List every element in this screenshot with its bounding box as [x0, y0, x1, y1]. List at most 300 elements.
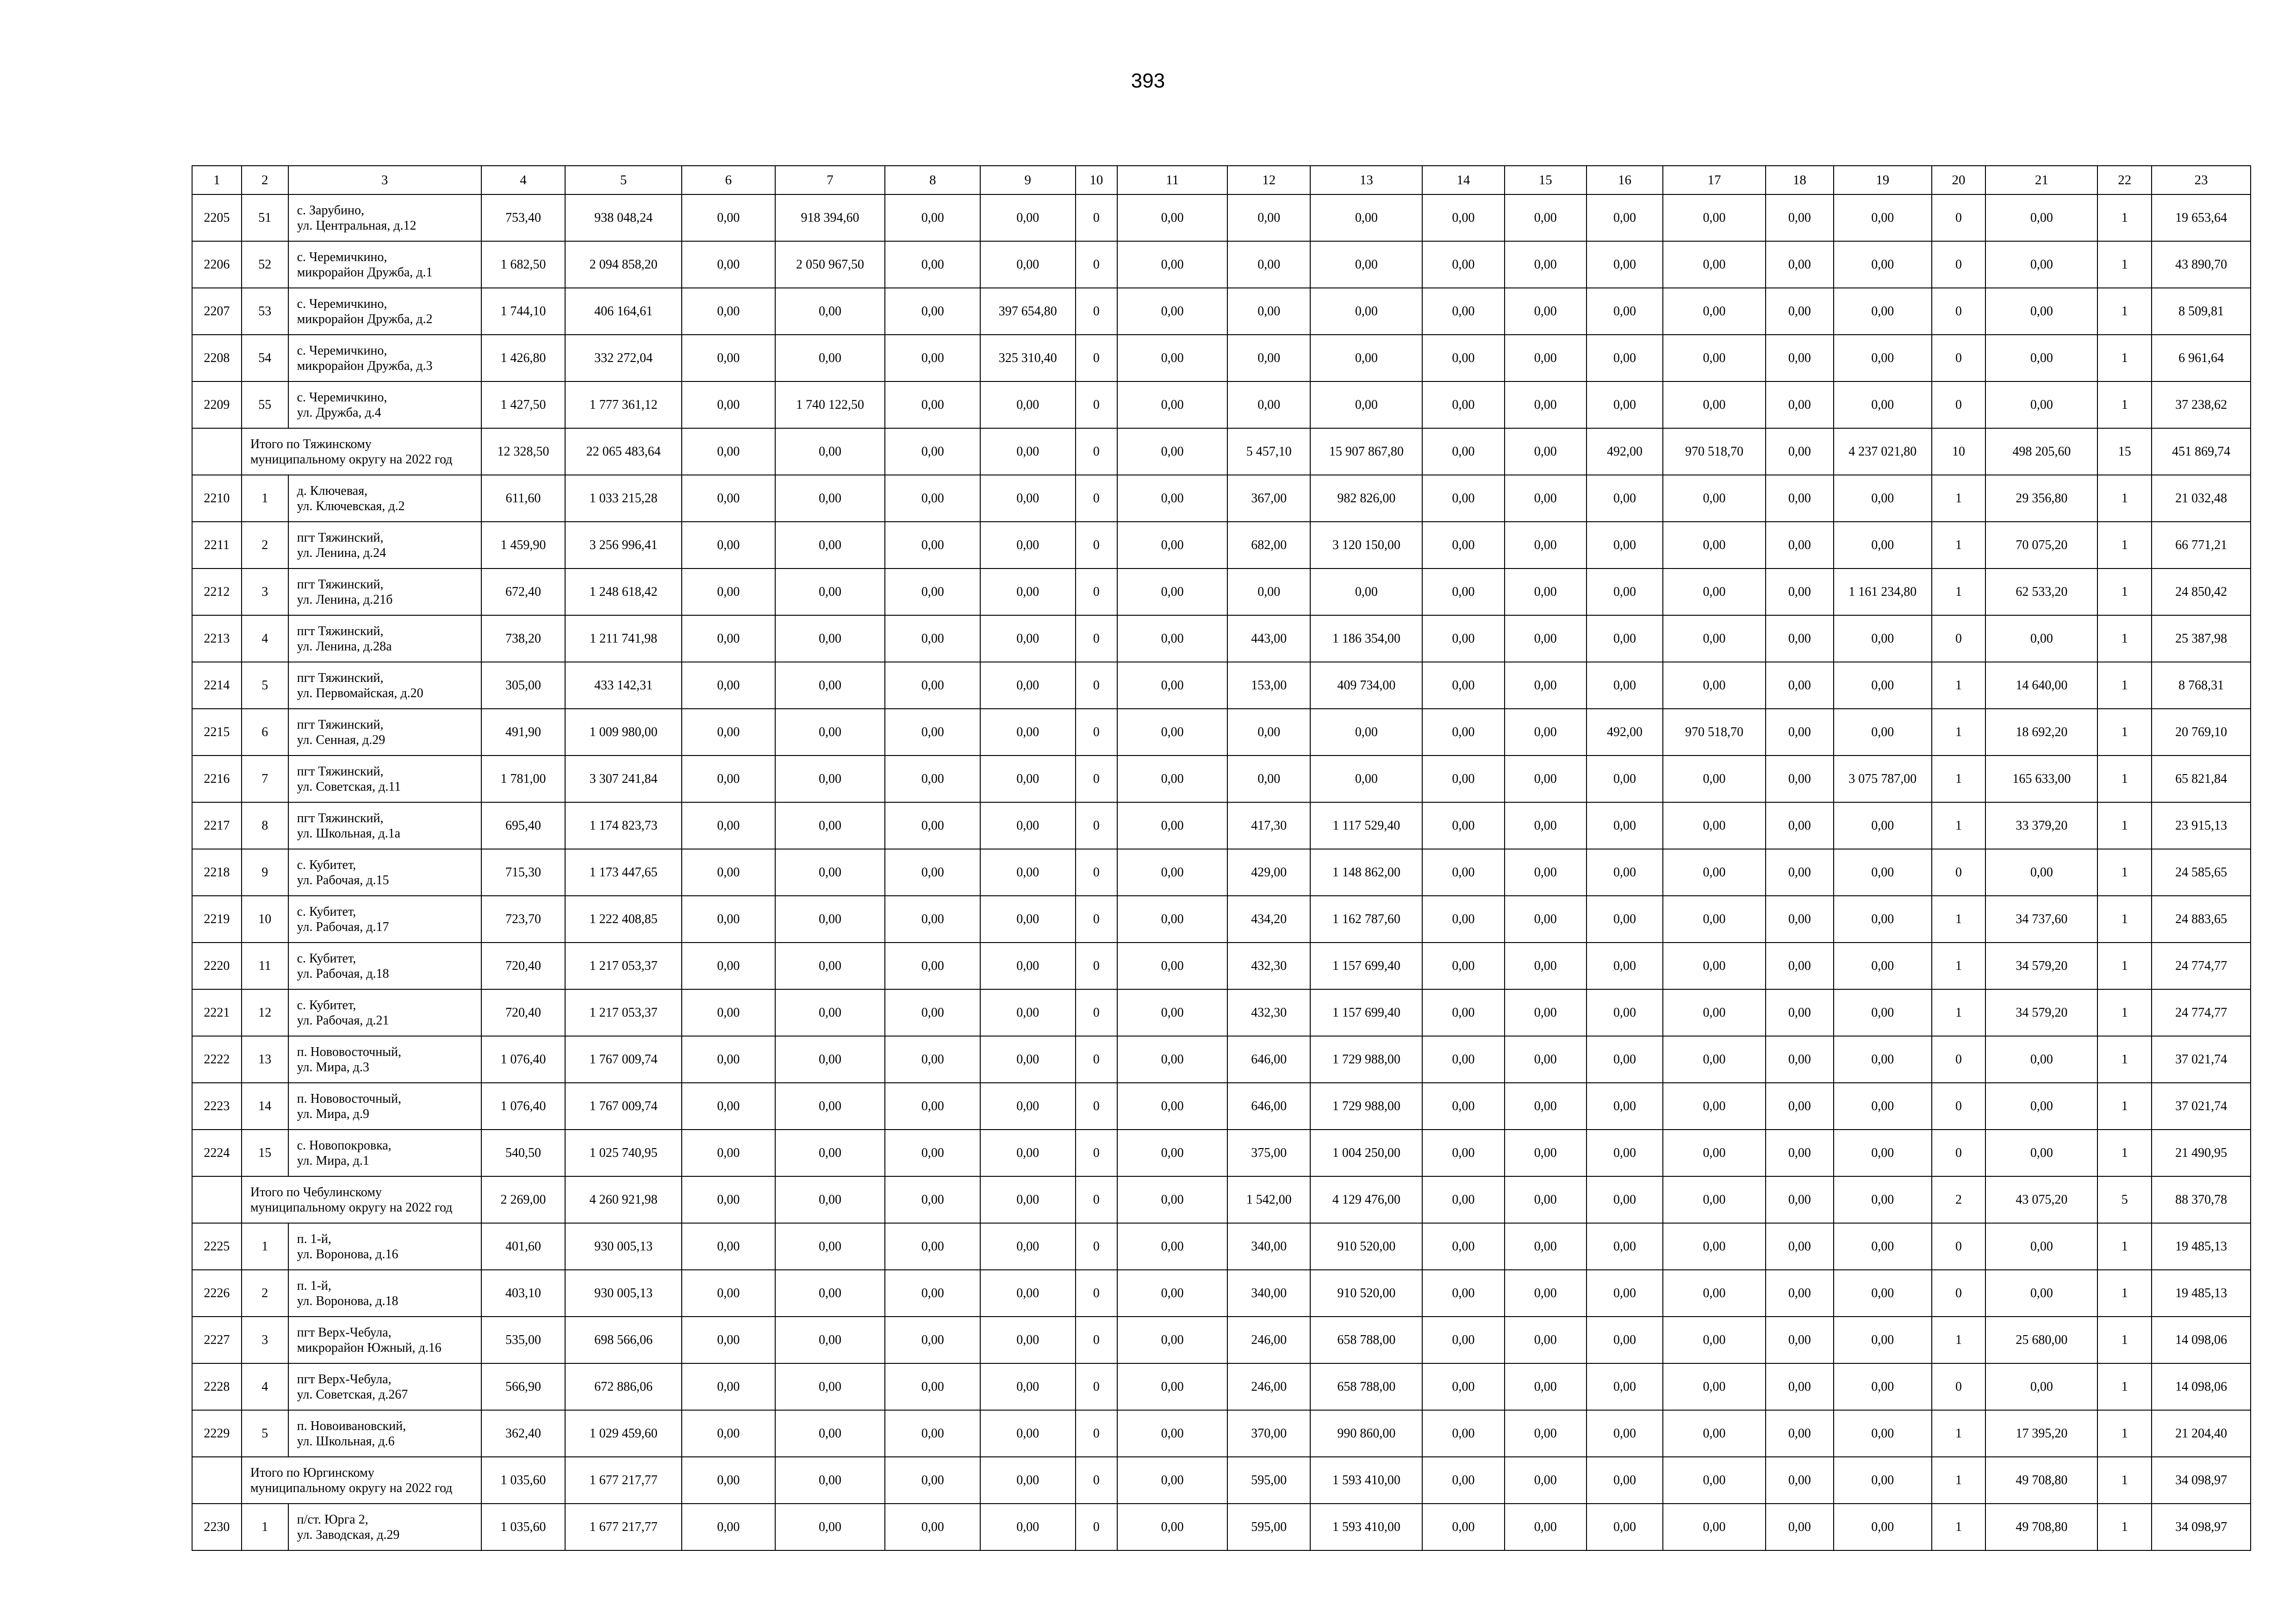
value-cell: 0,00 — [775, 989, 885, 1036]
value-cell: 0,00 — [1834, 1410, 1932, 1457]
value-cell: 0,00 — [682, 1504, 775, 1550]
address-cell — [288, 849, 481, 896]
value-cell: 0,00 — [682, 1270, 775, 1317]
value-cell: 0,00 — [980, 522, 1076, 568]
value-cell: 37 238,62 — [2152, 381, 2251, 428]
address-cell — [288, 662, 481, 709]
row-number: 2224 — [192, 1130, 242, 1176]
row-number: 2217 — [192, 802, 242, 849]
address-locality: с. Черемичкино, — [297, 250, 387, 264]
value-cell: 0,00 — [1117, 1270, 1227, 1317]
value-cell: 0,00 — [1422, 662, 1504, 709]
value-cell: 0,00 — [1117, 1363, 1227, 1410]
address-locality: с. Кубитет, — [297, 857, 356, 872]
value-cell: 0,00 — [885, 1410, 980, 1457]
value-cell: 0,00 — [980, 849, 1076, 896]
value-cell: 1 427,50 — [481, 381, 565, 428]
value-cell: 34 579,20 — [1985, 943, 2097, 989]
value-cell: 0,00 — [1422, 335, 1504, 381]
value-cell: 930 005,13 — [565, 1223, 682, 1270]
value-cell: 1 025 740,95 — [565, 1130, 682, 1176]
value-cell: 0,00 — [1505, 1083, 1587, 1130]
value-cell: 2 269,00 — [481, 1176, 565, 1223]
value-cell: 0,00 — [1505, 756, 1587, 802]
value-cell: 0,00 — [1117, 475, 1227, 522]
value-cell: 0,00 — [1834, 896, 1932, 943]
address-street: микрорайон Дружба, д.1 — [297, 265, 433, 280]
table-row — [192, 1036, 2251, 1083]
value-cell: 723,70 — [481, 896, 565, 943]
address-cell — [288, 241, 481, 288]
value-cell: 695,40 — [481, 802, 565, 849]
value-cell: 0,00 — [980, 568, 1076, 615]
address-street: ул. Воронова, д.16 — [297, 1247, 398, 1262]
value-cell: 1 — [1932, 522, 1986, 568]
value-cell: 0,00 — [1663, 335, 1766, 381]
value-cell: 595,00 — [1227, 1457, 1310, 1504]
value-cell: 1 117 529,40 — [1310, 802, 1422, 849]
value-cell: 0,00 — [980, 1176, 1076, 1223]
value-cell: 0,00 — [1766, 709, 1834, 756]
value-cell: 0,00 — [885, 1036, 980, 1083]
row-number: 2226 — [192, 1270, 242, 1317]
value-cell: 0,00 — [980, 756, 1076, 802]
total-label — [242, 1176, 481, 1223]
value-cell: 0,00 — [1505, 1130, 1587, 1176]
value-cell: 0,00 — [1117, 756, 1227, 802]
value-cell: 540,50 — [481, 1130, 565, 1176]
value-cell: 0,00 — [885, 849, 980, 896]
value-cell: 0,00 — [775, 1176, 885, 1223]
value-cell: 0,00 — [1422, 1457, 1504, 1504]
value-cell: 429,00 — [1227, 849, 1310, 896]
value-cell: 0 — [1076, 849, 1118, 896]
value-cell: 0,00 — [980, 1130, 1076, 1176]
value-cell: 0,00 — [775, 1317, 885, 1363]
address-locality: п. Нововосточный, — [297, 1044, 401, 1059]
value-cell: 1 — [2097, 568, 2152, 615]
value-cell: 0,00 — [1766, 522, 1834, 568]
value-cell: 0,00 — [885, 896, 980, 943]
value-cell: 15 907 867,80 — [1310, 428, 1422, 475]
value-cell: 0 — [1076, 381, 1118, 428]
value-cell: 0,00 — [1422, 1410, 1504, 1457]
row-number: 2209 — [192, 381, 242, 428]
value-cell: 0,00 — [1834, 615, 1932, 662]
value-cell: 0,00 — [1766, 1410, 1834, 1457]
value-cell: 0,00 — [1766, 288, 1834, 335]
value-cell: 1 — [2097, 241, 2152, 288]
value-cell: 0,00 — [980, 475, 1076, 522]
value-cell: 433 142,31 — [565, 662, 682, 709]
value-cell: 0,00 — [1766, 1036, 1834, 1083]
value-cell: 0,00 — [1663, 662, 1766, 709]
value-cell: 0,00 — [1505, 288, 1587, 335]
value-cell: 0 — [1076, 1410, 1118, 1457]
value-cell: 14 098,06 — [2152, 1363, 2251, 1410]
value-cell: 0,00 — [682, 849, 775, 896]
value-cell: 0,00 — [885, 522, 980, 568]
value-cell: 0,00 — [1117, 1457, 1227, 1504]
value-cell: 753,40 — [481, 194, 565, 241]
total-label-line: Итого по Чебулинскому — [250, 1185, 382, 1199]
value-cell: 0,00 — [1834, 1363, 1932, 1410]
value-cell: 1 186 354,00 — [1310, 615, 1422, 662]
address-cell — [288, 1317, 481, 1363]
value-cell: 15 — [2097, 428, 2152, 475]
value-cell: 34 098,97 — [2152, 1457, 2251, 1504]
value-cell: 0,00 — [682, 1410, 775, 1457]
value-cell: 0,00 — [682, 1223, 775, 1270]
value-cell: 1 — [2097, 1223, 2152, 1270]
value-cell: 0,00 — [775, 662, 885, 709]
table-row — [192, 989, 2251, 1036]
address-street: ул. Рабочая, д.18 — [297, 966, 389, 981]
value-cell: 49 708,80 — [1985, 1504, 2097, 1550]
address-locality: пгт Тяжинский, — [297, 670, 384, 685]
address-locality: пгт Верх-Чебула, — [297, 1325, 392, 1340]
column-number-header: 14 — [1422, 166, 1504, 194]
value-cell: 0,00 — [1834, 1317, 1932, 1363]
column-number-header: 5 — [565, 166, 682, 194]
value-cell: 0,00 — [1587, 802, 1663, 849]
value-cell: 0,00 — [885, 1176, 980, 1223]
address-locality: п. 1-й, — [297, 1231, 331, 1246]
value-cell: 0,00 — [885, 381, 980, 428]
value-cell: 0,00 — [1422, 1083, 1504, 1130]
table-row — [192, 1410, 2251, 1457]
local-number: 1 — [242, 1223, 288, 1270]
value-cell: 0,00 — [1663, 1083, 1766, 1130]
value-cell: 0,00 — [775, 522, 885, 568]
value-cell: 397 654,80 — [980, 288, 1076, 335]
value-cell: 0,00 — [1834, 194, 1932, 241]
value-cell: 0,00 — [775, 1457, 885, 1504]
row-number: 2213 — [192, 615, 242, 662]
value-cell: 1 162 787,60 — [1310, 896, 1422, 943]
table-row — [192, 615, 2251, 662]
value-cell: 0,00 — [1422, 943, 1504, 989]
value-cell: 0,00 — [1587, 943, 1663, 989]
value-cell: 0,00 — [1985, 194, 2097, 241]
value-cell: 0,00 — [1422, 475, 1504, 522]
empty-cell — [192, 1176, 242, 1223]
empty-cell — [192, 1457, 242, 1504]
value-cell: 1 767 009,74 — [565, 1036, 682, 1083]
local-number: 4 — [242, 615, 288, 662]
value-cell: 0,00 — [1834, 849, 1932, 896]
value-cell: 0,00 — [1505, 662, 1587, 709]
value-cell: 0,00 — [775, 756, 885, 802]
value-cell: 0,00 — [1422, 1130, 1504, 1176]
value-cell: 0,00 — [1766, 896, 1834, 943]
value-cell: 1 781,00 — [481, 756, 565, 802]
local-number: 8 — [242, 802, 288, 849]
address-locality: пгт Тяжинский, — [297, 530, 384, 545]
address-locality: пгт Тяжинский, — [297, 717, 384, 732]
value-cell: 0,00 — [1505, 335, 1587, 381]
value-cell: 1 — [2097, 756, 2152, 802]
value-cell: 1 — [2097, 1130, 2152, 1176]
value-cell: 0,00 — [1587, 1457, 1663, 1504]
value-cell: 938 048,24 — [565, 194, 682, 241]
value-cell: 0,00 — [1587, 522, 1663, 568]
value-cell: 0,00 — [1766, 1130, 1834, 1176]
value-cell: 19 653,64 — [2152, 194, 2251, 241]
value-cell: 434,20 — [1227, 896, 1310, 943]
value-cell: 0,00 — [1985, 1363, 2097, 1410]
value-cell: 0,00 — [1663, 194, 1766, 241]
value-cell: 1 217 053,37 — [565, 989, 682, 1036]
column-number-header: 11 — [1117, 166, 1227, 194]
value-cell: 990 860,00 — [1310, 1410, 1422, 1457]
value-cell: 0,00 — [1766, 1317, 1834, 1363]
value-cell: 0,00 — [1834, 381, 1932, 428]
value-cell: 0,00 — [1117, 428, 1227, 475]
value-cell: 1 211 741,98 — [565, 615, 682, 662]
value-cell: 0,00 — [885, 568, 980, 615]
value-cell: 0,00 — [1587, 989, 1663, 1036]
value-cell: 3 120 150,00 — [1310, 522, 1422, 568]
value-cell: 4 237 021,80 — [1834, 428, 1932, 475]
address-locality: п. 1-й, — [297, 1278, 331, 1293]
column-number-header: 18 — [1766, 166, 1834, 194]
value-cell: 1 — [1932, 1317, 1986, 1363]
value-cell: 611,60 — [481, 475, 565, 522]
table-row — [192, 662, 2251, 709]
address-cell — [288, 802, 481, 849]
value-cell: 23 915,13 — [2152, 802, 2251, 849]
value-cell: 0,00 — [1663, 1363, 1766, 1410]
value-cell: 1 157 699,40 — [1310, 943, 1422, 989]
value-cell: 0 — [1076, 194, 1118, 241]
address-cell — [288, 896, 481, 943]
row-number: 2222 — [192, 1036, 242, 1083]
value-cell: 0,00 — [885, 288, 980, 335]
value-cell: 0 — [1932, 1036, 1986, 1083]
local-number: 9 — [242, 849, 288, 896]
value-cell: 20 769,10 — [2152, 709, 2251, 756]
value-cell: 5 — [2097, 1176, 2152, 1223]
value-cell: 0,00 — [1766, 1270, 1834, 1317]
address-street: микрорайон Дружба, д.2 — [297, 312, 433, 326]
value-cell: 340,00 — [1227, 1223, 1310, 1270]
value-cell: 1 — [2097, 288, 2152, 335]
address-street: ул. Воронова, д.18 — [297, 1293, 398, 1308]
value-cell: 0 — [1932, 849, 1986, 896]
local-number: 13 — [242, 1036, 288, 1083]
value-cell: 0,00 — [1422, 615, 1504, 662]
value-cell: 1 542,00 — [1227, 1176, 1310, 1223]
value-cell: 566,90 — [481, 1363, 565, 1410]
value-cell: 0,00 — [1310, 381, 1422, 428]
value-cell: 0,00 — [1663, 288, 1766, 335]
value-cell: 34 737,60 — [1985, 896, 2097, 943]
local-number: 4 — [242, 1363, 288, 1410]
address-street: ул. Рабочая, д.17 — [297, 919, 389, 934]
value-cell: 1 729 988,00 — [1310, 1036, 1422, 1083]
value-cell: 0,00 — [1663, 615, 1766, 662]
value-cell: 0,00 — [1117, 241, 1227, 288]
value-cell: 0,00 — [1663, 1410, 1766, 1457]
value-cell: 0,00 — [885, 1363, 980, 1410]
value-cell: 1 174 823,73 — [565, 802, 682, 849]
value-cell: 0,00 — [980, 943, 1076, 989]
value-cell: 443,00 — [1227, 615, 1310, 662]
value-cell: 0,00 — [682, 568, 775, 615]
value-cell: 1 — [1932, 1410, 1986, 1457]
column-number-header: 13 — [1310, 166, 1422, 194]
address-locality: п. Новоивановский, — [297, 1418, 406, 1433]
value-cell: 0 — [1076, 802, 1118, 849]
local-number: 51 — [242, 194, 288, 241]
column-number-header: 6 — [682, 166, 775, 194]
column-number-header: 23 — [2152, 166, 2251, 194]
value-cell: 0,00 — [1663, 1270, 1766, 1317]
value-cell: 1 — [2097, 1083, 2152, 1130]
value-cell: 1 677 217,77 — [565, 1504, 682, 1550]
value-cell: 0,00 — [1834, 1130, 1932, 1176]
value-cell: 0,00 — [1422, 381, 1504, 428]
value-cell: 0,00 — [1505, 1504, 1587, 1550]
value-cell: 0 — [1076, 568, 1118, 615]
value-cell: 1 — [1932, 756, 1986, 802]
value-cell: 1 593 410,00 — [1310, 1457, 1422, 1504]
address-street: ул. Мира, д.1 — [297, 1153, 369, 1168]
address-street: ул. Советская, д.11 — [297, 779, 401, 794]
row-number: 2225 — [192, 1223, 242, 1270]
value-cell: 0,00 — [980, 1036, 1076, 1083]
value-cell: 0,00 — [885, 428, 980, 475]
value-cell: 340,00 — [1227, 1270, 1310, 1317]
value-cell: 0,00 — [885, 1083, 980, 1130]
row-number: 2227 — [192, 1317, 242, 1363]
value-cell: 0 — [1932, 1270, 1986, 1317]
value-cell: 0,00 — [980, 194, 1076, 241]
value-cell: 0,00 — [1422, 989, 1504, 1036]
value-cell: 1 744,10 — [481, 288, 565, 335]
value-cell: 0,00 — [682, 194, 775, 241]
value-cell: 0,00 — [1587, 615, 1663, 662]
value-cell: 0,00 — [1766, 989, 1834, 1036]
value-cell: 0,00 — [1766, 568, 1834, 615]
value-cell: 246,00 — [1227, 1363, 1310, 1410]
value-cell: 0,00 — [1834, 802, 1932, 849]
local-number: 10 — [242, 896, 288, 943]
value-cell: 0,00 — [775, 335, 885, 381]
value-cell: 1 148 862,00 — [1310, 849, 1422, 896]
value-cell: 21 032,48 — [2152, 475, 2251, 522]
address-cell — [288, 756, 481, 802]
value-cell: 0,00 — [775, 1504, 885, 1550]
total-label-line: Итого по Юргинскому — [250, 1465, 374, 1480]
address-street: ул. Рабочая, д.21 — [297, 1013, 389, 1028]
value-cell: 88 370,78 — [2152, 1176, 2251, 1223]
value-cell: 8 509,81 — [2152, 288, 2251, 335]
value-cell: 1 217 053,37 — [565, 943, 682, 989]
value-cell: 0,00 — [1505, 475, 1587, 522]
address-locality: пгт Тяжинский, — [297, 577, 384, 592]
value-cell: 0,00 — [775, 475, 885, 522]
total-label-line: Итого по Тяжинскому — [250, 437, 372, 451]
value-cell: 0,00 — [980, 1223, 1076, 1270]
row-number: 2219 — [192, 896, 242, 943]
address-street: ул. Школьная, д.1а — [297, 826, 401, 841]
value-cell: 0,00 — [1587, 288, 1663, 335]
value-cell: 0,00 — [1587, 381, 1663, 428]
value-cell: 0,00 — [775, 1363, 885, 1410]
empty-cell — [192, 428, 242, 475]
value-cell: 1 004 250,00 — [1310, 1130, 1422, 1176]
address-street: ул. Ленина, д.28а — [297, 639, 392, 654]
table-row — [192, 1223, 2251, 1270]
total-row — [192, 1176, 2251, 1223]
value-cell: 332 272,04 — [565, 335, 682, 381]
local-number: 3 — [242, 1317, 288, 1363]
value-cell: 698 566,06 — [565, 1317, 682, 1363]
value-cell: 43 890,70 — [2152, 241, 2251, 288]
value-cell: 66 771,21 — [2152, 522, 2251, 568]
value-cell: 0,00 — [885, 241, 980, 288]
local-number: 52 — [242, 241, 288, 288]
value-cell: 0,00 — [1587, 475, 1663, 522]
address-locality: с. Черемичкино, — [297, 390, 387, 405]
value-cell: 0,00 — [1834, 662, 1932, 709]
value-cell: 0,00 — [1766, 1457, 1834, 1504]
value-cell: 0,00 — [1985, 1223, 2097, 1270]
table-row — [192, 756, 2251, 802]
value-cell: 0,00 — [1587, 896, 1663, 943]
value-cell: 0 — [1932, 615, 1986, 662]
address-street: ул. Ключевская, д.2 — [297, 499, 405, 513]
value-cell: 0,00 — [980, 1270, 1076, 1317]
address-locality: п/ст. Юрга 2, — [297, 1512, 368, 1527]
value-cell: 0,00 — [1117, 1317, 1227, 1363]
value-cell: 2 050 967,50 — [775, 241, 885, 288]
value-cell: 0,00 — [1587, 756, 1663, 802]
value-cell: 682,00 — [1227, 522, 1310, 568]
value-cell: 0 — [1076, 288, 1118, 335]
local-number: 6 — [242, 709, 288, 756]
value-cell: 8 768,31 — [2152, 662, 2251, 709]
value-cell: 0,00 — [980, 1083, 1076, 1130]
value-cell: 0,00 — [1766, 802, 1834, 849]
value-cell: 0,00 — [1117, 1410, 1227, 1457]
value-cell: 0,00 — [1587, 849, 1663, 896]
value-cell: 0,00 — [1834, 522, 1932, 568]
value-cell: 0,00 — [1505, 849, 1587, 896]
value-cell: 0,00 — [980, 428, 1076, 475]
value-cell: 417,30 — [1227, 802, 1310, 849]
value-cell: 0,00 — [682, 522, 775, 568]
value-cell: 1 — [1932, 568, 1986, 615]
value-cell: 0,00 — [1422, 194, 1504, 241]
address-street: ул. Ленина, д.24 — [297, 545, 386, 560]
value-cell: 10 — [1932, 428, 1986, 475]
value-cell: 0,00 — [682, 943, 775, 989]
value-cell: 0,00 — [1985, 381, 2097, 428]
value-cell: 0,00 — [775, 896, 885, 943]
value-cell: 1 222 408,85 — [565, 896, 682, 943]
value-cell: 0,00 — [1117, 522, 1227, 568]
value-cell: 432,30 — [1227, 943, 1310, 989]
value-cell: 0,00 — [1663, 849, 1766, 896]
table-row — [192, 802, 2251, 849]
row-number: 2215 — [192, 709, 242, 756]
local-number: 55 — [242, 381, 288, 428]
table-row — [192, 943, 2251, 989]
value-cell: 0,00 — [1422, 288, 1504, 335]
